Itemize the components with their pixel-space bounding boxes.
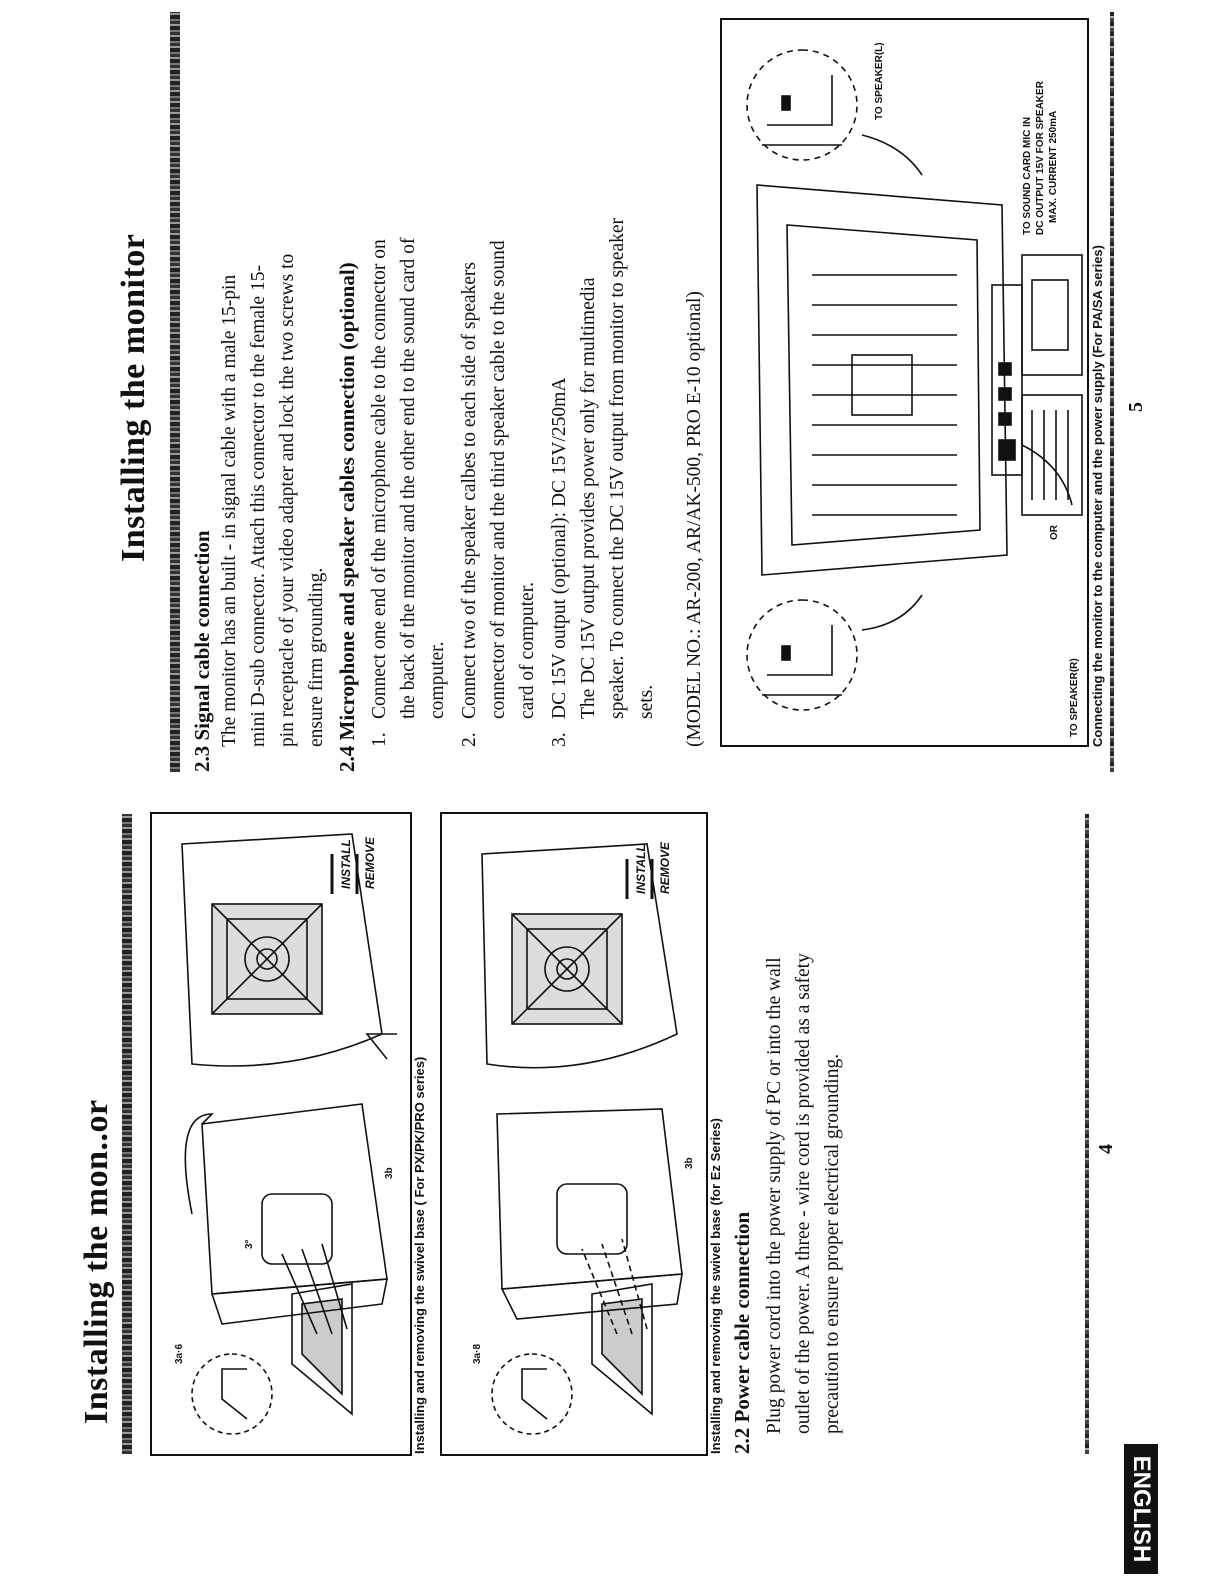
page-4 [0,792,1224,1584]
text-line: connector of monitor and the third speaker cable to the sound [488,240,509,719]
section-heading-2-4: 2.4 Microphone and speaker cables connection (optional) [335,262,359,772]
text-line: Connect two of the speaker calbes to each side of speakers [459,262,480,719]
swivel-base-illustration [152,814,410,1454]
list-number: 3. [549,732,570,747]
list-text [545,27,661,719]
section-heading-2-2: 2.2 Power cable connection [730,1211,754,1454]
figure-caption-1: Installing and removing the swivel base ( For PX/PK/PRO series) [412,1056,427,1454]
text-line: Plug power cord into the power supply of PC or into the wall [764,957,785,1434]
list-item-1 [365,27,455,747]
label-speaker-right: TO SPEAKER(R) [1069,658,1080,737]
text-line: the back of the monitor and the other end to the sound card of [398,237,419,719]
label-sound-card: TO SOUND CARD MIC IN [1022,116,1033,235]
text-line: The DC 15V output provides power only for multimedia [578,277,599,719]
label-remove-ez: REMOVE [658,841,672,894]
text-line: pin receptacle of your video adapter and lock the two screws to [277,253,298,747]
header-bar [170,12,180,772]
text-line: speaker. To connect the DC 15V output from monitor to speaker [607,217,628,719]
figure-caption-2: Installing and removing the swivel base (for Ez Series) [708,1118,723,1454]
label-speaker-left: TO SPEAKER(L) [874,42,885,120]
text-line: DC 15V output (optional): DC 15V/250mA [549,377,570,719]
text-line: Connect one end of the microphone cable to the connector on [369,239,390,719]
list-number: 2. [459,732,480,747]
page-title: Installing the mon..or [78,1099,115,1424]
page-title: Installing the monitor [115,233,152,562]
list-number: 1. [369,732,390,747]
page-number: 5 [1125,402,1147,412]
language-tab: ENGLISH [1124,1444,1158,1574]
label-3a6: 3a·6 [174,1343,185,1364]
label-3a8: 3a·8 [472,1343,483,1364]
footer-rule [1085,814,1089,1454]
label-remove: REMOVE [363,836,377,889]
text-line: outlet of the power. A three - wire cord is provided as a safety [793,953,814,1434]
list-text [455,27,542,719]
text-line: mini D-sub connector. Attach this connector to the female 15- [248,265,269,747]
text-line: card of computer. [517,582,538,719]
model-note: (MODEL NO.: AR-200, AR/AK-500, PRO E-10 optional) [684,291,705,747]
text-line: computer. [427,641,448,719]
text-line: The monitor has an built - in signal cable with a male 15-pin [219,274,240,747]
label-3b: 3b [384,1167,395,1179]
text-line: ensure firm grounding. [306,567,327,747]
text-line: precaution to ensure proper electrical grounding. [822,1053,843,1434]
footer-rule [1110,12,1114,772]
figure-swivel-base-px [150,812,412,1456]
list-item-3 [545,27,665,747]
label-install-ez: INSTALL [634,844,648,894]
swivel-base-illustration-ez [442,814,706,1454]
connection-illustration [722,20,1087,745]
header-bar [122,814,132,1454]
page-number: 4 [1095,1144,1117,1154]
figure-caption-3: Connecting the monitor to the computer and the power supply (For PA/SA series) [1090,245,1105,747]
figure-connection-diagram [720,18,1089,747]
label-3c: 3° [244,1239,255,1249]
section-heading-2-3: 2.3 Signal cable connection [190,530,214,772]
label-install: INSTALL [339,839,353,889]
figure-swivel-base-ez [440,812,708,1456]
label-3b-ez: 3b [684,1157,695,1169]
list-item-2 [455,27,545,747]
section-2-3-body [215,27,331,747]
label-max-current: MAX. CURRENT 250mA [1048,110,1059,223]
label-dc-output: DC OUTPUT 15V FOR SPEAKER [1035,81,1046,235]
label-or: OR [1049,525,1060,540]
list-text [365,27,452,719]
section-2-2-body [760,814,847,1434]
text-line: sets. [636,684,657,719]
